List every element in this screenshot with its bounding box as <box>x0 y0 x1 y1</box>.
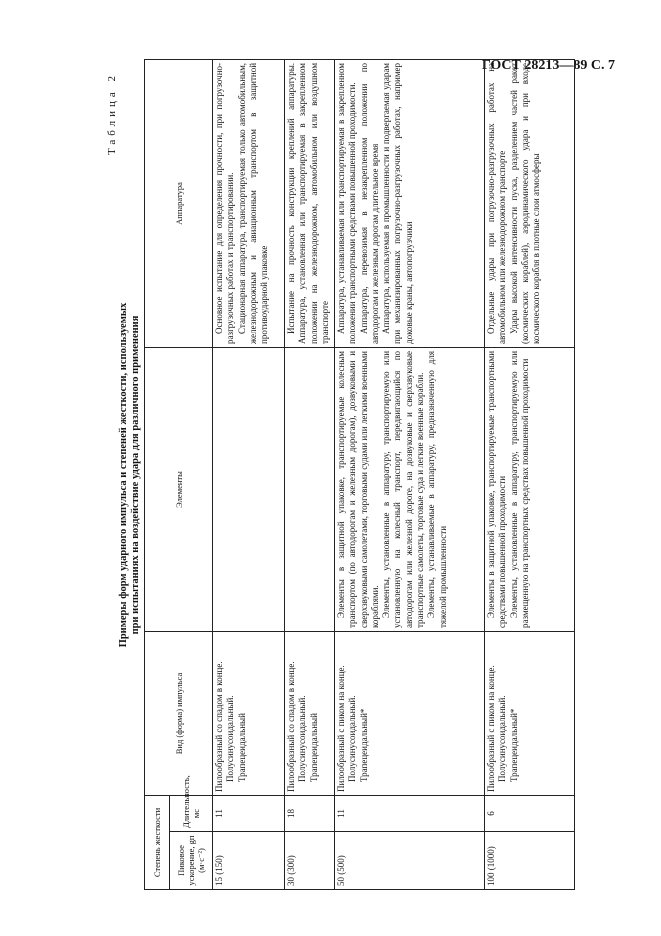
cell-elements <box>335 347 485 631</box>
cell-accel: 50 (500) <box>335 832 485 890</box>
cell-shape <box>485 631 575 795</box>
apparatus-paragraph: Аппаратура, устанавливаемая или транспортируемая в закрепленном положении транспортными средствами повышенной проходимости. <box>336 62 358 344</box>
table-row <box>213 59 285 889</box>
table-row <box>285 59 335 889</box>
elements-paragraph: Элементы в защитной упаковке, транспортируемые колесным транспортом (по автодорогам и железным дорогам), дозвуковыми и сверхзвуковыми самолетами, торговыми судами или легкими военными кораблями. <box>336 350 380 628</box>
rotated-table-block <box>106 60 546 890</box>
elements-paragraph: Элементы, устанавливаемые в аппаратуру, предназначенную для тяжелой промышленности <box>426 350 448 628</box>
shape-line: Полусинусоидальный. <box>347 695 358 782</box>
shape-line: Полусинусоидальный. <box>497 695 508 782</box>
apparatus-paragraph: Отдельные удары при погрузочно-разгрузочных работах на автомобильном или железнодорожном транспорте <box>486 62 508 344</box>
page-header: ГОСТ 28213—89 С. 7 <box>481 58 615 73</box>
cell-accel: 15 (150) <box>213 832 285 890</box>
apparatus-paragraph: Аппаратура, используемая в промышленности и подвергаемая ударам при механизированных погрузочно-разгрузочных работах, например доковые краны, автопогрузчики <box>381 62 414 344</box>
table-row <box>335 59 485 889</box>
cell-elements <box>485 347 575 631</box>
shape-line: Пилообразный со спадом в конце. <box>286 661 296 792</box>
cell-elements <box>213 347 285 631</box>
cell-elements <box>285 347 335 631</box>
apparatus-paragraph: Аппаратура, перевозимая в незакрепленном положении по автодорогам и железным дорогам длительное время <box>358 62 380 344</box>
shape-line: Трапецеидальный* <box>358 708 369 782</box>
shape-line: Полусинусоидальный. <box>297 695 308 782</box>
header-pulse-shape: Вид (форма) импульса <box>145 631 213 795</box>
header-apparatus: Аппаратура <box>145 59 213 347</box>
table-title-line-1: Примеры форм ударного импульса и степеней жесткости, используемых <box>118 302 129 648</box>
shape-line: Трапецеидальный <box>308 713 319 782</box>
table-row <box>485 59 575 889</box>
cell-apparatus <box>285 59 335 347</box>
apparatus-paragraph: Удары высокой интенсивности пуска, разделением частей ракет (космических кораблей), аэродинамического удара и при входе космического корабля в плотные слои атмосферы <box>508 62 542 344</box>
shape-line: Трапецеидальный* <box>508 708 519 782</box>
shape-line: Пилообразный с пиком на конце. <box>486 665 496 792</box>
cell-shape <box>285 631 335 795</box>
header-severity: Степень жесткости <box>145 795 170 889</box>
table-title <box>118 60 142 890</box>
cell-shape <box>213 631 285 795</box>
shape-line: Трапецеидальный <box>236 713 247 782</box>
cell-duration: 11 <box>335 795 485 831</box>
cell-apparatus <box>213 59 285 347</box>
elements-paragraph: Элементы в защитной упаковке, транспортируемые транспортными средствами повышенной проходимости <box>486 350 508 628</box>
table-label: Таблица 2 <box>106 72 118 156</box>
apparatus-paragraph: Основное испытание для определения прочности, при погрузочно-разгрузочных работах и транспортировании. <box>214 62 236 344</box>
elements-paragraph: Элементы, установленные в аппаратуру, транспортируемую или размещенную на транспортных средствах повышенной проходимости <box>508 350 530 628</box>
shape-line: Полусинусоидальный. <box>225 695 236 782</box>
elements-paragraph: Элементы, установленные в аппаратуру, транспортируемую или установленную на колесный транспорт, передвигающийся по автодорогам или железной дороге, на дозвуковые и сверхзвуковые транспортные самолеты, торговые суда и легкие военные корабли. <box>381 350 426 628</box>
header-duration: Длительность, мс <box>170 795 213 831</box>
table-title-line-2: при испытаниях на воздействие удара для различного применения <box>130 315 141 635</box>
cell-apparatus <box>485 59 575 347</box>
shock-severity-table <box>144 59 575 890</box>
shape-line: Пилообразный со спадом в конце. <box>214 661 224 792</box>
header-peak-accel: Пиковое ускорение, gп (м·с⁻²) <box>170 832 213 890</box>
cell-apparatus <box>335 59 485 347</box>
cell-accel: 100 (1000) <box>485 832 575 890</box>
apparatus-paragraph: Стационарная аппаратура, транспортируемая только автомобильным, железнодорожным и авиационным транспортом в защитной противоударной упаковке <box>236 62 270 344</box>
apparatus-paragraph: Испытание на прочность конструкции креплений аппаратуры. Аппаратура, установленная или транспортируемая в закрепленном положении на железнодорожном, автомобильном или воздушном транспорте <box>286 62 330 344</box>
header-elements: Элементы <box>145 347 213 631</box>
cell-accel: 30 (300) <box>285 832 335 890</box>
cell-duration: 6 <box>485 795 575 831</box>
cell-duration: 11 <box>213 795 285 831</box>
cell-shape <box>335 631 485 795</box>
shape-line: Пилообразный с пиком на конце. <box>336 665 346 792</box>
cell-duration: 18 <box>285 795 335 831</box>
